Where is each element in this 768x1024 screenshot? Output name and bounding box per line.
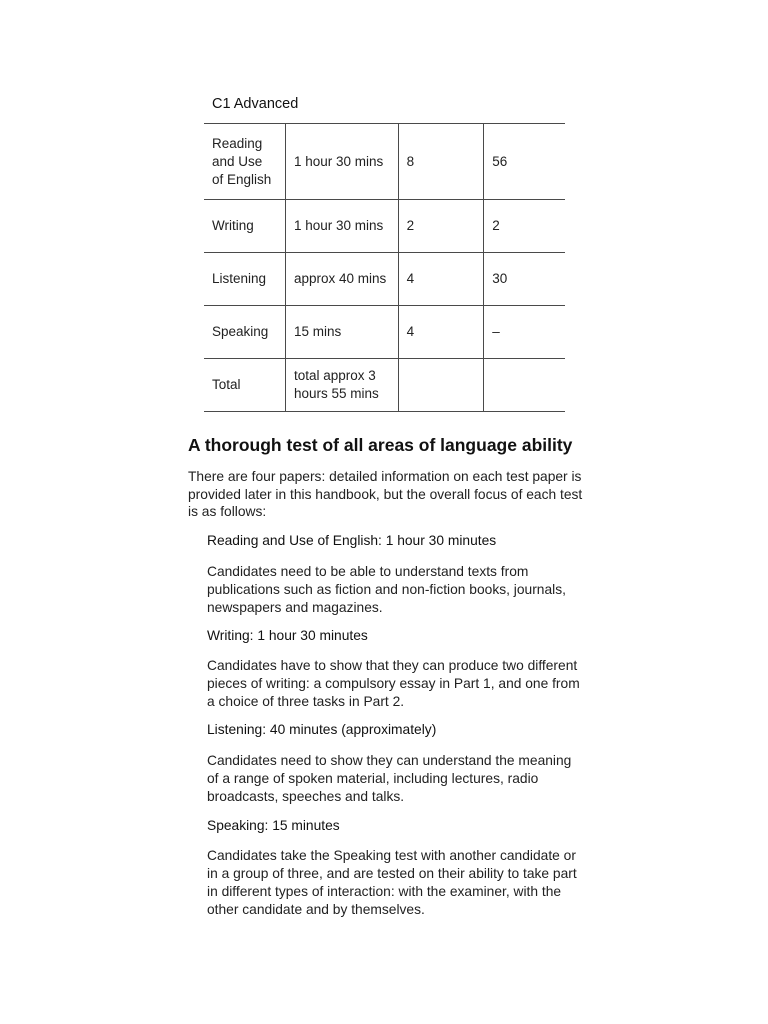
- parts-cell: [398, 359, 484, 412]
- table-row: [204, 359, 565, 412]
- items-cell: –: [484, 306, 565, 359]
- paper-name-cell: Writing: [204, 200, 285, 253]
- paper-name-cell: Reading and Use of English: [204, 124, 285, 200]
- table-row: [204, 306, 565, 359]
- paper-heading-speaking: Speaking: 15 minutes: [207, 818, 340, 833]
- paper-heading-reading: Reading and Use of English: 1 hour 30 minutes: [207, 533, 497, 548]
- table-title: C1 Advanced: [212, 96, 299, 112]
- table-row: [204, 253, 565, 306]
- table-row: [204, 124, 565, 200]
- time-cell: approx 40 mins: [285, 253, 398, 306]
- intro-paragraph: There are four papers: detailed information on each test paper is provided later in this handbook, but the overall focus of each test is as follows:: [188, 469, 583, 519]
- paper-description-speaking: Candidates take the Speaking test with another candidate or in a group of three, and are tested on their ability to take part in different types of interaction: with the examiner, with the other candidate and by themselves.: [207, 848, 577, 917]
- parts-cell: 8: [398, 124, 484, 200]
- paper-name-cell: Speaking: [204, 306, 285, 359]
- items-cell: 30: [484, 253, 565, 306]
- time-cell: 1 hour 30 mins: [285, 200, 398, 253]
- exam-papers-table: [204, 123, 565, 412]
- paper-name-cell: Total: [204, 359, 285, 412]
- items-cell: [484, 359, 565, 412]
- time-cell: 1 hour 30 mins: [285, 124, 398, 200]
- paper-description-listening: Candidates need to show they can understand the meaning of a range of spoken material, including lectures, radio broadcasts, speeches and talks.: [207, 753, 572, 804]
- time-cell: total approx 3 hours 55 mins: [285, 359, 398, 412]
- parts-cell: 4: [398, 253, 484, 306]
- paper-description-writing: Candidates have to show that they can produce two different pieces of writing: a compulsory essay in Part 1, and one from a choice of three tasks in Part 2.: [207, 658, 580, 709]
- table-row: [204, 200, 565, 253]
- parts-cell: 4: [398, 306, 484, 359]
- paper-heading-writing: Writing: 1 hour 30 minutes: [207, 628, 368, 643]
- paper-heading-listening: Listening: 40 minutes (approximately): [207, 722, 437, 737]
- items-cell: 56: [484, 124, 565, 200]
- items-cell: 2: [484, 200, 565, 253]
- paper-name-cell: Listening: [204, 253, 285, 306]
- section-heading: A thorough test of all areas of language ability: [188, 435, 573, 455]
- paper-description-reading: Candidates need to be able to understand texts from publications such as fiction and non-fiction books, journals, newspapers and magazines.: [207, 564, 566, 615]
- parts-cell: 2: [398, 200, 484, 253]
- time-cell: 15 mins: [285, 306, 398, 359]
